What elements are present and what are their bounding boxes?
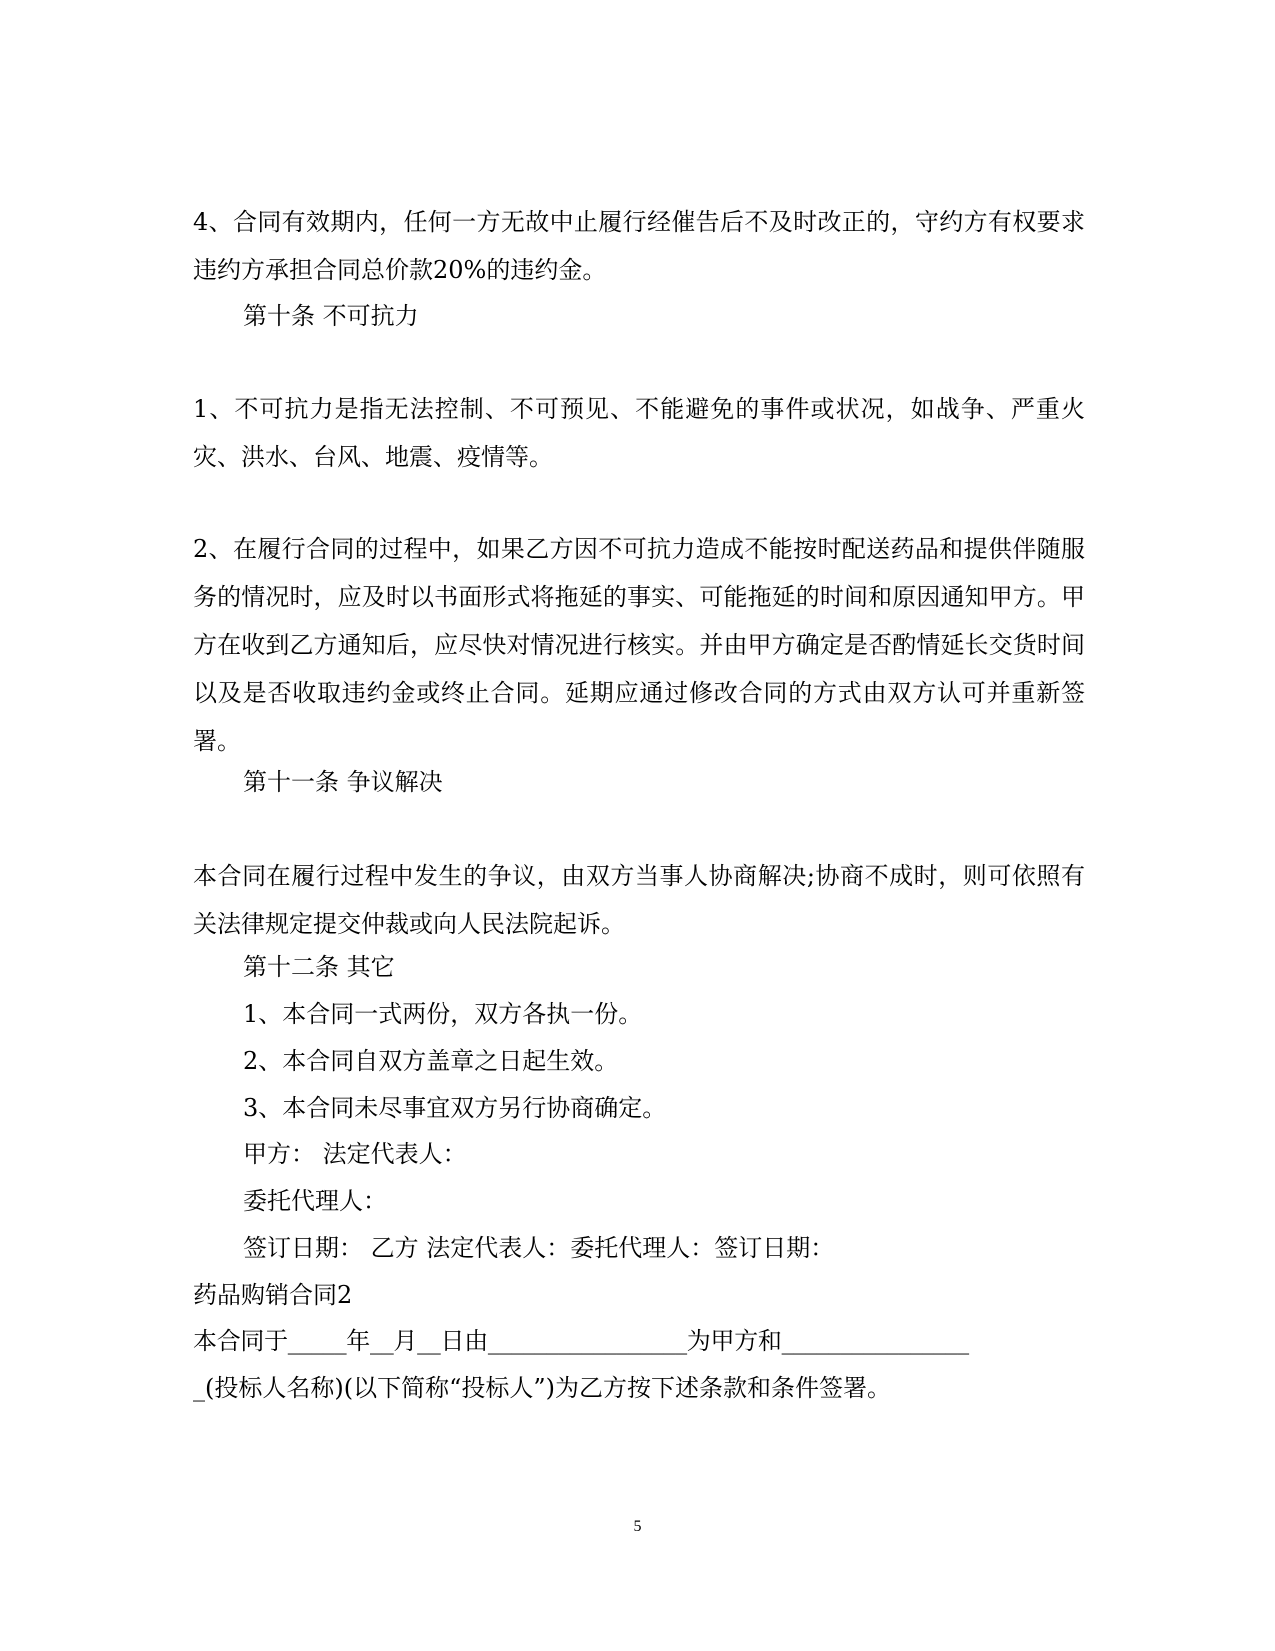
second-contract-title: 药品购销合同2 — [193, 1281, 353, 1309]
second-contract-preamble-line1: 本合同于_____年__月__日由_________________为甲方和________________ — [193, 1327, 969, 1355]
paragraph-article10-clause2: 2、在履行合同的过程中，如果乙方因不可抗力造成不能按时配送药品和提供伴随服务的情况时，应及时以书面形式将拖延的事实、可能拖延的时间和原因通知甲方。甲方在收到乙方通知后，应尽快对情况进行核实。并由甲方确定是否酌情延长交货时间以及是否收取违约金或终止合同。延期应通过修改合同的方式由双方认可并重新签署。 — [193, 535, 1085, 755]
page-number: 5 — [633, 1518, 642, 1535]
heading-article12: 第十二条 其它 — [243, 953, 395, 981]
article12-item3: 3、本合同未尽事宜双方另行协商确定。 — [243, 1094, 667, 1122]
paragraph-article11: 本合同在履行过程中发生的争议，由双方当事人协商解决;协商不成时，则可依照有关法律规定提交仲裁或向人民法院起诉。 — [193, 862, 1085, 938]
paragraph-article9-clause4: 4、合同有效期内，任何一方无故中止履行经催告后不及时改正的，守约方有权要求违约方承担合同总价款20%的违约金。 — [193, 208, 1085, 284]
signature-dates-party-b: 签订日期： 乙方 法定代表人：委托代理人：签订日期： — [243, 1234, 835, 1262]
signature-party-a: 甲方： 法定代表人： — [243, 1140, 467, 1168]
article12-item2: 2、本合同自双方盖章之日起生效。 — [243, 1047, 619, 1075]
paragraph-article10-clause1: 1、不可抗力是指无法控制、不可预见、不能避免的事件或状况，如战争、严重火灾、洪水、台风、地震、疫情等。 — [193, 395, 1085, 471]
signature-agent: 委托代理人： — [243, 1187, 387, 1215]
heading-article11: 第十一条 争议解决 — [243, 768, 443, 796]
heading-article10: 第十条 不可抗力 — [243, 302, 419, 330]
second-contract-preamble-line2: _(投标人名称)(以下简称“投标人”)为乙方按下述条款和条件签署。 — [193, 1374, 891, 1402]
article12-item1: 1、本合同一式两份，双方各执一份。 — [243, 1000, 643, 1028]
